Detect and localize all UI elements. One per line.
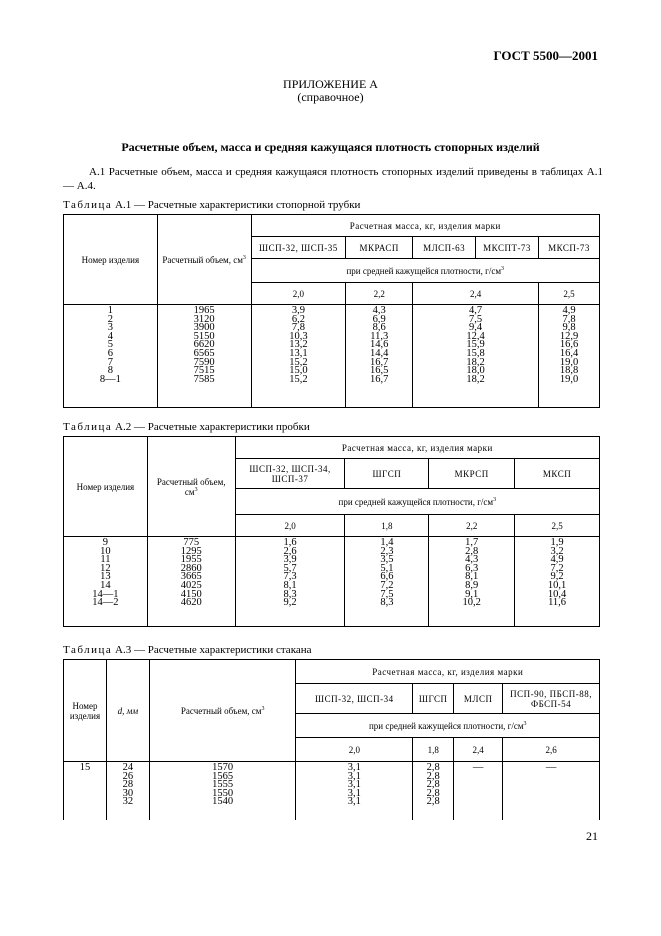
table2-caption-prefix: Таблица	[63, 421, 113, 433]
appendix-heading	[0, 78, 661, 104]
t1-items: 1 2 3 4 5 6 7 8 8—1	[64, 305, 158, 408]
intro-text: А.1 Расчетные объем, масса и средняя кажущаяся плотность стопорных изделий приведены в таблицах А.1 — А.4.	[63, 166, 603, 192]
t1-col-volume	[157, 215, 251, 305]
t3-density-sup: 3	[523, 720, 527, 727]
t3-col-item: Номер изделия	[64, 660, 107, 762]
t2-density-2: 1,8	[345, 515, 429, 537]
table-a2	[63, 436, 600, 627]
t2-mass-3: 1,7 2,8 4,3 6,3 8,1 8,9 9,1 10,2	[429, 537, 515, 627]
t1-volumes: 1965 3120 3900 5150 6620 6565 7590 7515 7585	[157, 305, 251, 408]
page-number: 21	[586, 829, 598, 843]
t1-mass-header: Расчетная масса, кг, изделия марки	[251, 215, 600, 237]
t2-density-text: при средней кажущейся плотности, г/см	[338, 496, 494, 507]
t1-density-text: при средней кажущейся плотности, г/см	[346, 265, 502, 276]
t3-mass-2: 2,8 2,8 2,8 2,8 2,8	[413, 762, 454, 820]
t1-density-1: 2,0	[251, 283, 346, 305]
t3-brand-1: ШСП-32, ШСП-34	[296, 684, 413, 714]
table2-caption	[63, 421, 310, 433]
table3-caption	[63, 644, 312, 656]
t2-col-item: Номер изделия	[64, 437, 148, 537]
t3-d-values: 24 26 28 30 32	[106, 762, 149, 820]
t1-brand-1: ШСП-32, ШСП-35	[251, 237, 346, 259]
t2-volume-text: Расчетный объем, см	[156, 476, 226, 497]
t2-brand-3: МКРСП	[429, 459, 515, 489]
t2-density-sup: 3	[493, 496, 497, 503]
t2-items: 9 10 11 12 13 14 14—1 14—2	[64, 537, 148, 627]
t3-mass-1: 3,1 3,1 3,1 3,1 3,1	[296, 762, 413, 820]
t2-density-header	[235, 489, 599, 515]
t2-brand-1: ШСП-32, ШСП-34, ШСП-37	[235, 459, 345, 489]
t1-mass-2: 4,3 6,9 8,6 11,3 14,6 14,4 16,7 16,5 16,7	[346, 305, 413, 408]
table2-caption-text: А.2 — Расчетные характеристики пробки	[112, 421, 310, 433]
t2-mass-header: Расчетная масса, кг, изделия марки	[235, 437, 599, 459]
t3-volume-text: Расчетный объем, см	[180, 705, 262, 716]
document-header: ГОСТ 5500—2001	[493, 48, 598, 63]
t3-mass-header: Расчетная масса, кг, изделия марки	[296, 660, 600, 684]
t1-density-header	[251, 259, 600, 283]
t1-volume-sup: 3	[242, 254, 246, 261]
t3-items: 15	[64, 762, 107, 820]
t2-volumes: 775 1295 1955 2860 3665 4025 4150 4620	[147, 537, 235, 627]
t2-density-1: 2,0	[235, 515, 345, 537]
t1-mass-3: 4,7 7,5 9,4 12,4 15,9 15,8 18,2 18,0 18,2	[413, 305, 539, 408]
table1-caption-prefix: Таблица	[63, 199, 113, 211]
t2-volume-sup: 3	[194, 486, 198, 493]
t2-density-4: 2,5	[515, 515, 600, 537]
t1-brand-3: МЛСП-63	[413, 237, 476, 259]
t3-density-3: 2,4	[454, 738, 503, 762]
t3-col-volume	[149, 660, 296, 762]
table1-caption-text: А.1 — Расчетные характеристики стопорной трубки	[112, 199, 361, 211]
t3-brand-4: ПСП-90, ПБСП-88, ФБСП-54	[503, 684, 600, 714]
table1-caption	[63, 199, 360, 211]
t3-density-1: 2,0	[296, 738, 413, 762]
t1-col-item: Номер изделия	[64, 215, 158, 305]
section-title: Расчетные объем, масса и средняя кажущаяся плотность стопорных изделий	[121, 140, 540, 154]
t3-col-d: d, мм	[106, 660, 149, 762]
t2-mass-4: 1,9 3,2 4,9 7,2 9,2 10,1 10,4 11,6	[515, 537, 600, 627]
t3-volumes: 1570 1565 1555 1550 1540	[149, 762, 296, 820]
t3-brand-3: МЛСП	[454, 684, 503, 714]
t1-density-2: 2,2	[346, 283, 413, 305]
t2-mass-2: 1,4 2,3 3,5 5,1 6,6 7,2 7,5 8,3	[345, 537, 429, 627]
appendix-title: ПРИЛОЖЕНИЕ А	[283, 77, 378, 91]
t2-brand-4: МКСП	[515, 459, 600, 489]
table3-caption-text: А.3 — Расчетные характеристики стакана	[112, 644, 312, 656]
t3-density-2: 1,8	[413, 738, 454, 762]
t3-density-4: 2,6	[503, 738, 600, 762]
t1-brand-4: МКСПТ-73	[476, 237, 539, 259]
t3-volume-sup: 3	[261, 705, 265, 712]
t2-mass-1: 1,6 2,6 3,9 5,7 7,3 8,1 8,3 9,2	[235, 537, 345, 627]
intro-paragraph	[63, 165, 603, 193]
t3-density-header	[296, 714, 600, 738]
t2-brand-2: ШГСП	[345, 459, 429, 489]
t1-density-sup: 3	[501, 265, 505, 272]
t3-density-text: при средней кажущейся плотности, г/см	[368, 720, 524, 731]
t1-brand-2: МКРАСП	[346, 237, 413, 259]
t1-volume-text: Расчетный объем, см	[162, 254, 243, 265]
appendix-subtitle: (справочное)	[297, 90, 364, 104]
t1-mass-4: 4,9 7,8 9,8 12,9 16,6 16,4 19,0 18,8 19,0	[539, 305, 600, 408]
table-a3	[63, 659, 600, 820]
t2-col-volume	[147, 437, 235, 537]
t1-density-3: 2,4	[413, 283, 539, 305]
t1-mass-1: 3,9 6,2 7,8 10,3 13,2 13,1 15,2 15,0 15,2	[251, 305, 346, 408]
t3-mass-4: —	[503, 762, 600, 820]
t1-density-4: 2,5	[539, 283, 600, 305]
t2-density-3: 2,2	[429, 515, 515, 537]
t3-brand-2: ШГСП	[413, 684, 454, 714]
t1-brand-5: МКСП-73	[539, 237, 600, 259]
table-a1	[63, 214, 600, 408]
table3-caption-prefix: Таблица	[63, 644, 113, 656]
t3-mass-3: —	[454, 762, 503, 820]
